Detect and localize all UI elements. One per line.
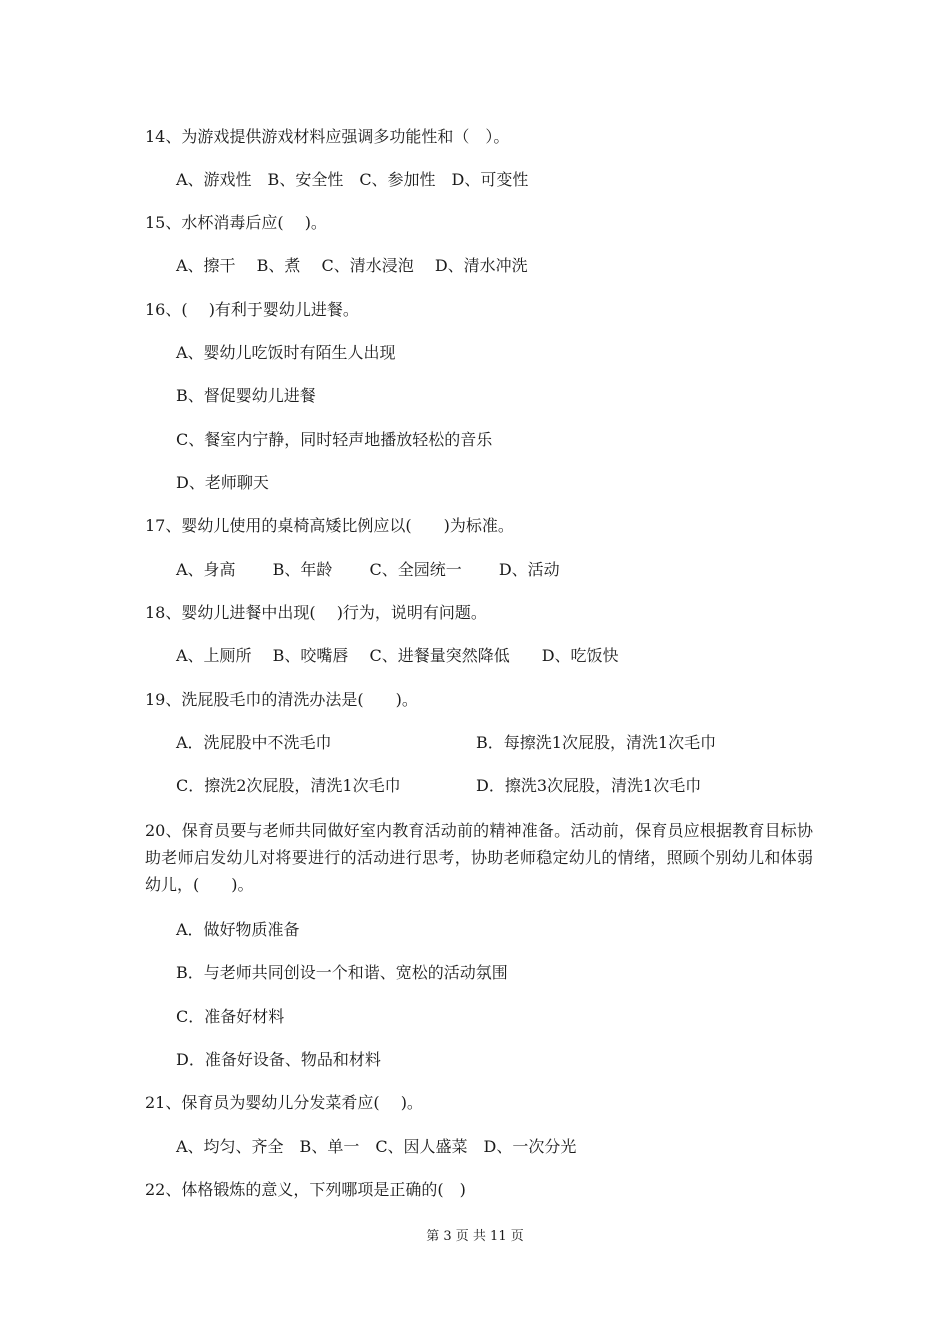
question-20-option-c: C．准备好材料 (176, 1007, 285, 1026)
question-19-stem: 19、洗屁股毛巾的清洗办法是( )。 (145, 690, 418, 709)
question-19-option-a: A．洗屁股中不洗毛巾 (176, 733, 332, 752)
question-14-stem: 14、为游戏提供游戏材料应强调多功能性和（ ）。 (145, 127, 510, 146)
question-19-option-d: D．擦洗3次屁股，清洗1次毛巾 (476, 776, 702, 795)
question-17-stem: 17、婴幼儿使用的桌椅高矮比例应以( )为标准。 (145, 516, 514, 535)
question-16-stem: 16、( )有利于婴幼儿进餐。 (145, 300, 359, 319)
question-16-option-a: A、婴幼儿吃饭时有陌生人出现 (176, 343, 396, 362)
question-21-options: A、均匀、齐全 B、单一 C、因人盛菜 D、一次分光 (176, 1137, 577, 1156)
question-20-option-a: A．做好物质准备 (176, 920, 300, 939)
question-21-stem: 21、保育员为婴幼儿分发菜肴应( )。 (145, 1093, 423, 1112)
question-15-options: A、擦干 B、煮 C、清水浸泡 D、清水冲洗 (176, 256, 528, 275)
question-20-option-b: B．与老师共同创设一个和谐、宽松的活动氛围 (176, 963, 508, 982)
question-19-option-c: C．擦洗2次屁股，清洗1次毛巾 (176, 776, 401, 795)
question-18-stem: 18、婴幼儿进餐中出现( )行为，说明有问题。 (145, 603, 487, 622)
question-20-option-d: D．准备好设备、物品和材料 (176, 1050, 381, 1069)
question-19-option-b: B．每擦洗1次屁股，清洗1次毛巾 (476, 733, 717, 752)
question-18-options: A、上厕所 B、咬嘴唇 C、进餐量突然降低 D、吃饭快 (176, 646, 619, 665)
question-15-stem: 15、水杯消毒后应( )。 (145, 213, 327, 232)
question-16-option-b: B、督促婴幼儿进餐 (176, 386, 316, 405)
page-number-footer: 第 3 页 共 11 页 (426, 1229, 524, 1244)
question-20-stem: 20、保育员要与老师共同做好室内教育活动前的精神准备。活动前，保育员应根据教育目标协助老师启发幼儿对将要进行的活动进行思考，协助老师稳定幼儿的情绪，照顾个别幼儿和体弱幼儿，( )。 (145, 821, 813, 894)
question-14-options: A、游戏性 B、安全性 C、参加性 D、可变性 (176, 170, 529, 189)
question-16-option-d: D、老师聊天 (176, 473, 269, 492)
question-17-options: A、身高 B、年龄 C、全园统一 D、活动 (176, 560, 560, 579)
question-16-option-c: C、餐室内宁静，同时轻声地播放轻松的音乐 (176, 430, 493, 449)
question-22-stem: 22、体格锻炼的意义，下列哪项是正确的( ) (145, 1180, 466, 1199)
